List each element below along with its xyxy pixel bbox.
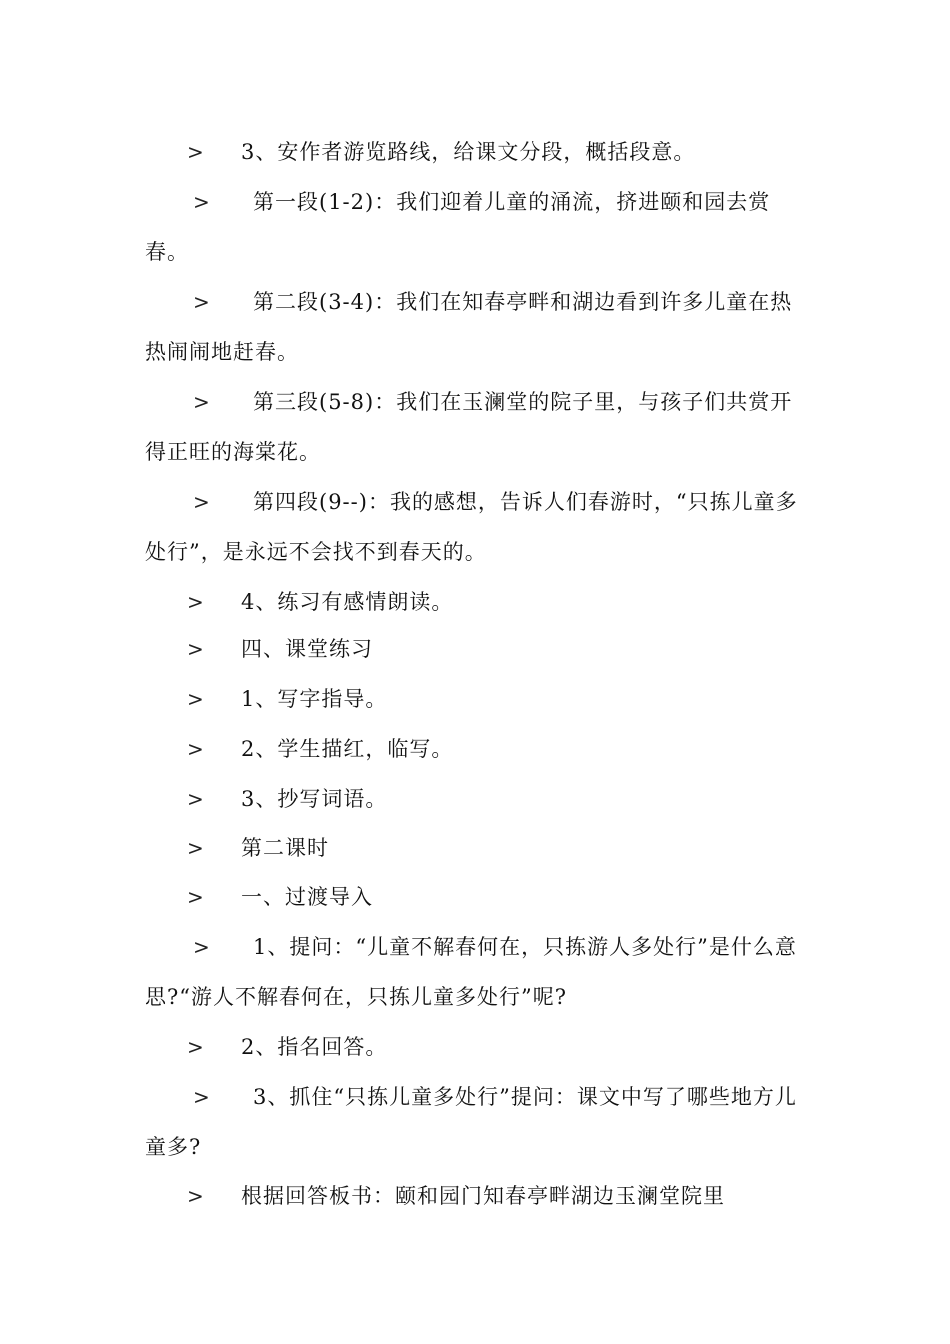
paragraph-7 (145, 624, 810, 674)
paragraph-text: 第二课时 (241, 836, 329, 860)
bullet-arrow-icon: > (187, 140, 205, 164)
paragraph-text: 3、抓住“只拣儿童多处行”提问：课文中写了哪些地方儿童多? (145, 1085, 797, 1159)
bullet-arrow-icon: > (187, 590, 205, 614)
paragraph-4 (145, 377, 810, 477)
paragraph-text: 一、过渡导入 (241, 885, 373, 909)
paragraph-16 (145, 1171, 810, 1221)
paragraph-text: 1、提问：“儿童不解春何在，只拣游人多处行”是什么意思?“游人不解春何在，只拣儿童多处行”呢? (145, 935, 797, 1009)
bullet-arrow-icon: > (187, 637, 205, 661)
bullet-arrow-icon: > (187, 787, 205, 811)
paragraph-12 (145, 872, 810, 922)
paragraph-9 (145, 724, 810, 774)
paragraph-2 (145, 177, 810, 277)
bullet-arrow-icon: > (193, 190, 211, 214)
paragraph-text: 1、写字指导。 (241, 687, 388, 711)
bullet-arrow-icon: > (187, 687, 205, 711)
bullet-arrow-icon: > (187, 885, 205, 909)
paragraph-text: 4、练习有感情朗读。 (241, 590, 454, 614)
paragraph-10 (145, 774, 810, 824)
paragraph-text: 第二段(3-4)：我们在知春亭畔和湖边看到许多儿童在热热闹闹地赶春。 (145, 290, 793, 364)
paragraph-text: 四、课堂练习 (241, 637, 373, 661)
paragraph-text: 2、学生描红，临写。 (241, 737, 454, 761)
paragraph-3 (145, 277, 810, 377)
paragraph-5 (145, 477, 810, 577)
bullet-arrow-icon: > (187, 737, 205, 761)
paragraph-text: 根据回答板书：颐和园门知春亭畔湖边玉澜堂院里 (241, 1184, 725, 1208)
bullet-arrow-icon: > (187, 836, 205, 860)
paragraph-text: 第四段(9--)：我的感想，告诉人们春游时，“只拣儿童多处行”，是永远不会找不到春天的。 (145, 490, 798, 564)
paragraph-14 (145, 1022, 810, 1072)
paragraph-text: 第三段(5-8)：我们在玉澜堂的院子里，与孩子们共赏开得正旺的海棠花。 (145, 390, 793, 464)
paragraph-8 (145, 674, 810, 724)
paragraph-text: 3、安作者游览路线，给课文分段，概括段意。 (241, 140, 696, 164)
paragraph-13 (145, 922, 810, 1022)
bullet-arrow-icon: > (193, 1085, 211, 1109)
paragraph-15 (145, 1072, 810, 1172)
paragraph-6 (145, 577, 810, 627)
paragraph-1 (145, 127, 810, 177)
bullet-arrow-icon: > (187, 1035, 205, 1059)
paragraph-text: 第一段(1-2)：我们迎着儿童的涌流，挤进颐和园去赏春。 (145, 190, 771, 264)
bullet-arrow-icon: > (193, 390, 211, 414)
bullet-arrow-icon: > (193, 490, 211, 514)
paragraph-11 (145, 823, 810, 873)
paragraph-text: 3、抄写词语。 (241, 787, 388, 811)
paragraph-text: 2、指名回答。 (241, 1035, 388, 1059)
bullet-arrow-icon: > (187, 1184, 205, 1208)
bullet-arrow-icon: > (193, 290, 211, 314)
bullet-arrow-icon: > (193, 935, 211, 959)
